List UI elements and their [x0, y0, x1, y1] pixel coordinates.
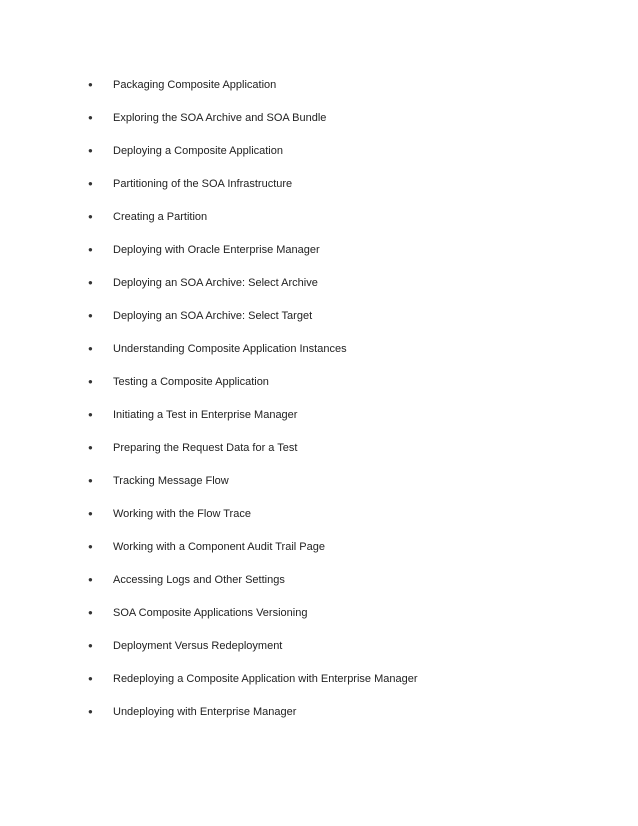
list-item-text: Deploying with Oracle Enterprise Manager: [113, 244, 320, 256]
bullet-icon: ●: [88, 80, 93, 89]
bullet-icon: ●: [88, 278, 93, 287]
bullet-icon: ●: [88, 476, 93, 485]
list-item: [88, 406, 608, 439]
list-item: [88, 142, 608, 175]
bullet-icon: ●: [88, 212, 93, 221]
list-item-text: Deployment Versus Redeployment: [113, 640, 283, 652]
list-item-text: Deploying an SOA Archive: Select Archive: [113, 277, 318, 289]
list-item: [88, 538, 608, 571]
list-item: [88, 76, 608, 109]
list-item: [88, 505, 608, 538]
bullet-icon: ●: [88, 146, 93, 155]
bullet-icon: ●: [88, 344, 93, 353]
bullet-icon: ●: [88, 608, 93, 617]
list-item: [88, 109, 608, 142]
list-item: [88, 307, 608, 340]
bullet-icon: ●: [88, 113, 93, 122]
bullet-icon: ●: [88, 410, 93, 419]
list-item: [88, 637, 608, 670]
list-item: [88, 604, 608, 637]
list-item-text: Redeploying a Composite Application with Enterprise Manager: [113, 673, 418, 685]
list-item-text: Accessing Logs and Other Settings: [113, 574, 285, 586]
list-item-text: Exploring the SOA Archive and SOA Bundle: [113, 112, 327, 124]
list-item-text: Deploying a Composite Application: [113, 145, 283, 157]
bullet-icon: ●: [88, 245, 93, 254]
list-item: [88, 340, 608, 373]
bullet-icon: ●: [88, 509, 93, 518]
list-item-text: Testing a Composite Application: [113, 376, 269, 388]
list-item: [88, 571, 608, 604]
list-item: [88, 175, 608, 208]
list-item-text: Understanding Composite Application Instances: [113, 343, 347, 355]
list-item-text: Working with the Flow Trace: [113, 508, 251, 520]
list-item: [88, 274, 608, 307]
bullet-icon: ●: [88, 542, 93, 551]
list-item-text: Packaging Composite Application: [113, 79, 277, 91]
list-item: [88, 670, 608, 703]
list-item: [88, 439, 608, 472]
bullet-icon: ●: [88, 575, 93, 584]
bullet-list: [88, 76, 608, 736]
list-item-text: Deploying an SOA Archive: Select Target: [113, 310, 313, 322]
list-item-text: SOA Composite Applications Versioning: [113, 607, 308, 619]
bullet-icon: ●: [88, 311, 93, 320]
bullet-icon: ●: [88, 179, 93, 188]
bullet-icon: ●: [88, 641, 93, 650]
list-item-text: Preparing the Request Data for a Test: [113, 442, 298, 454]
bullet-icon: ●: [88, 707, 93, 716]
list-item: [88, 472, 608, 505]
list-item: [88, 208, 608, 241]
list-item: [88, 703, 608, 736]
list-item-text: Tracking Message Flow: [113, 475, 229, 487]
list-item-text: Creating a Partition: [113, 211, 208, 223]
bullet-icon: ●: [88, 377, 93, 386]
list-item-text: Initiating a Test in Enterprise Manager: [113, 409, 298, 421]
list-item-text: Working with a Component Audit Trail Page: [113, 541, 325, 553]
bullet-icon: ●: [88, 674, 93, 683]
list-item: [88, 241, 608, 274]
list-item-text: Partitioning of the SOA Infrastructure: [113, 178, 293, 190]
bullet-icon: ●: [88, 443, 93, 452]
list-item: [88, 373, 608, 406]
list-item-text: Undeploying with Enterprise Manager: [113, 706, 297, 718]
